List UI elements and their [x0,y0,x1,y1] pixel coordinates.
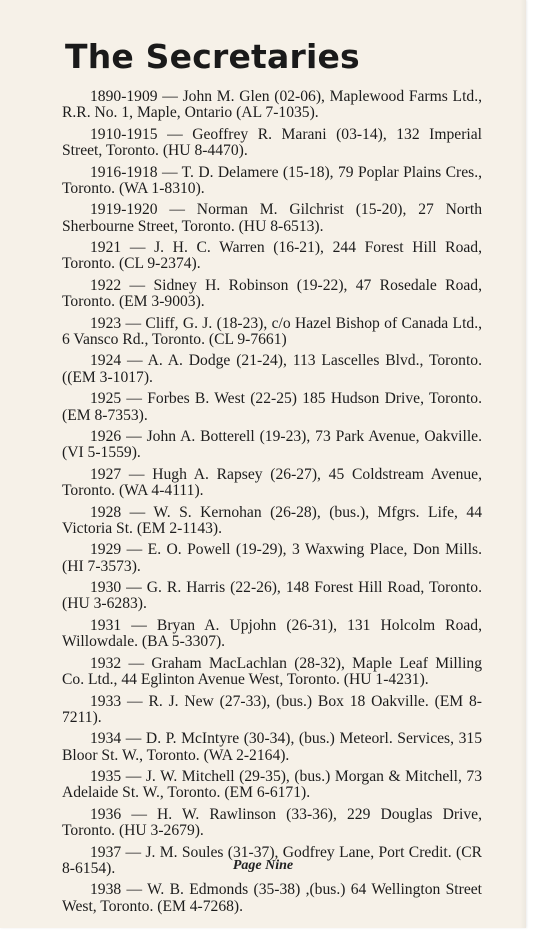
list-item: 1922 — Sidney H. Robinson (19-22), 47 Rosedale Road, Toronto. (EM 3-9003). [62,276,482,311]
page-title: The Secretaries [65,37,360,76]
list-item: 1931 — Bryan A. Upjohn (26-31), 131 Holcolm Road, Willowdale. (BA 5-3307). [62,616,482,651]
list-item: 1938 — W. B. Edmonds (35-38) ,(bus.) 64 Wellington Street West, Toronto. (EM 4-7268). [62,881,482,915]
list-item: 1936 — H. W. Rawlinson (33-36), 229 Douglas Drive, Toronto. (HU 3-2679). [62,805,482,840]
page-footer: Page Nine [232,858,294,873]
list-item: 1924 — A. A. Dodge (21-24), 113 Lascelles Blvd., Toronto. ((EM 3-1017). [62,352,482,386]
list-item: 1927 — Hugh A. Rapsey (26-27), 45 Coldstream Avenue, Toronto. (WA 4-4111). [62,465,482,500]
list-item: 1930 — G. R. Harris (22-26), 148 Forest Hill Road, Toronto. (HU 3-6283). [62,579,482,613]
list-item: 1910-1915 — Geoffrey R. Marani (03-14), 132 Imperial Street, Toronto. (HU 8-4470). [62,125,482,160]
list-item: 1937 — J. M. Soules (31-37), Godfrey Lane, Port Credit. (CR 8-6154). [62,843,482,877]
secretaries-list [62,89,482,920]
list-item: 1934 — D. P. McIntyre (30-34), (bus.) Meteorl. Services, 315 Bloor St. W., Toronto. (WA 2-2164). [62,730,482,764]
list-item: 1932 — Graham MacLachlan (28-32), Maple Leaf Milling Co. Ltd., 44 Eglinton Avenue West, Toronto. (HU 1-4231). [62,654,482,689]
list-item: 1925 — Forbes B. West (22-25) 185 Hudson Drive, Toronto. (EM 8-7353). [62,390,482,424]
list-item: 1935 — J. W. Mitchell (29-35), (bus.) Morgan & Mitchell, 73 Adelaide St. W., Toronto. (EM 6-6171). [62,768,482,802]
list-item: 1923 — Cliff, G. J. (18-23), c/o Hazel Bishop of Canada Ltd., 6 Vansco Rd., Toronto. (CL 9-7661) [62,314,482,348]
list-item: 1933 — R. J. New (27-33), (bus.) Box 18 Oakville. (EM 8-7211). [62,692,482,726]
list-item: 1919-1920 — Norman M. Gilchrist (15-20), 27 North Sherbourne Street, Toronto. (HU 8-6513). [62,201,482,235]
list-item: 1926 — John A. Botterell (19-23), 73 Park Avenue, Oakville. (VI 5-1559). [62,428,482,462]
list-item: 1929 — E. O. Powell (19-29), 3 Waxwing Place, Don Mills. (HI 7-3573). [62,541,482,575]
list-item: 1916-1918 — T. D. Delamere (15-18), 79 Poplar Plains Cres., Toronto. (WA 1-8310). [62,163,482,197]
list-item: 1928 — W. S. Kernohan (26-28), (bus.), Mfgrs. Life, 44 Victoria St. (EM 2-1143). [62,503,482,537]
list-item: 1890-1909 — John M. Glen (02-06), Maplewood Farms Ltd., R.R. No. 1, Maple, Ontario (AL 7-1035). [62,88,482,122]
list-item: 1921 — J. H. C. Warren (16-21), 244 Forest Hill Road, Toronto. (CL 9-2374). [62,239,482,273]
